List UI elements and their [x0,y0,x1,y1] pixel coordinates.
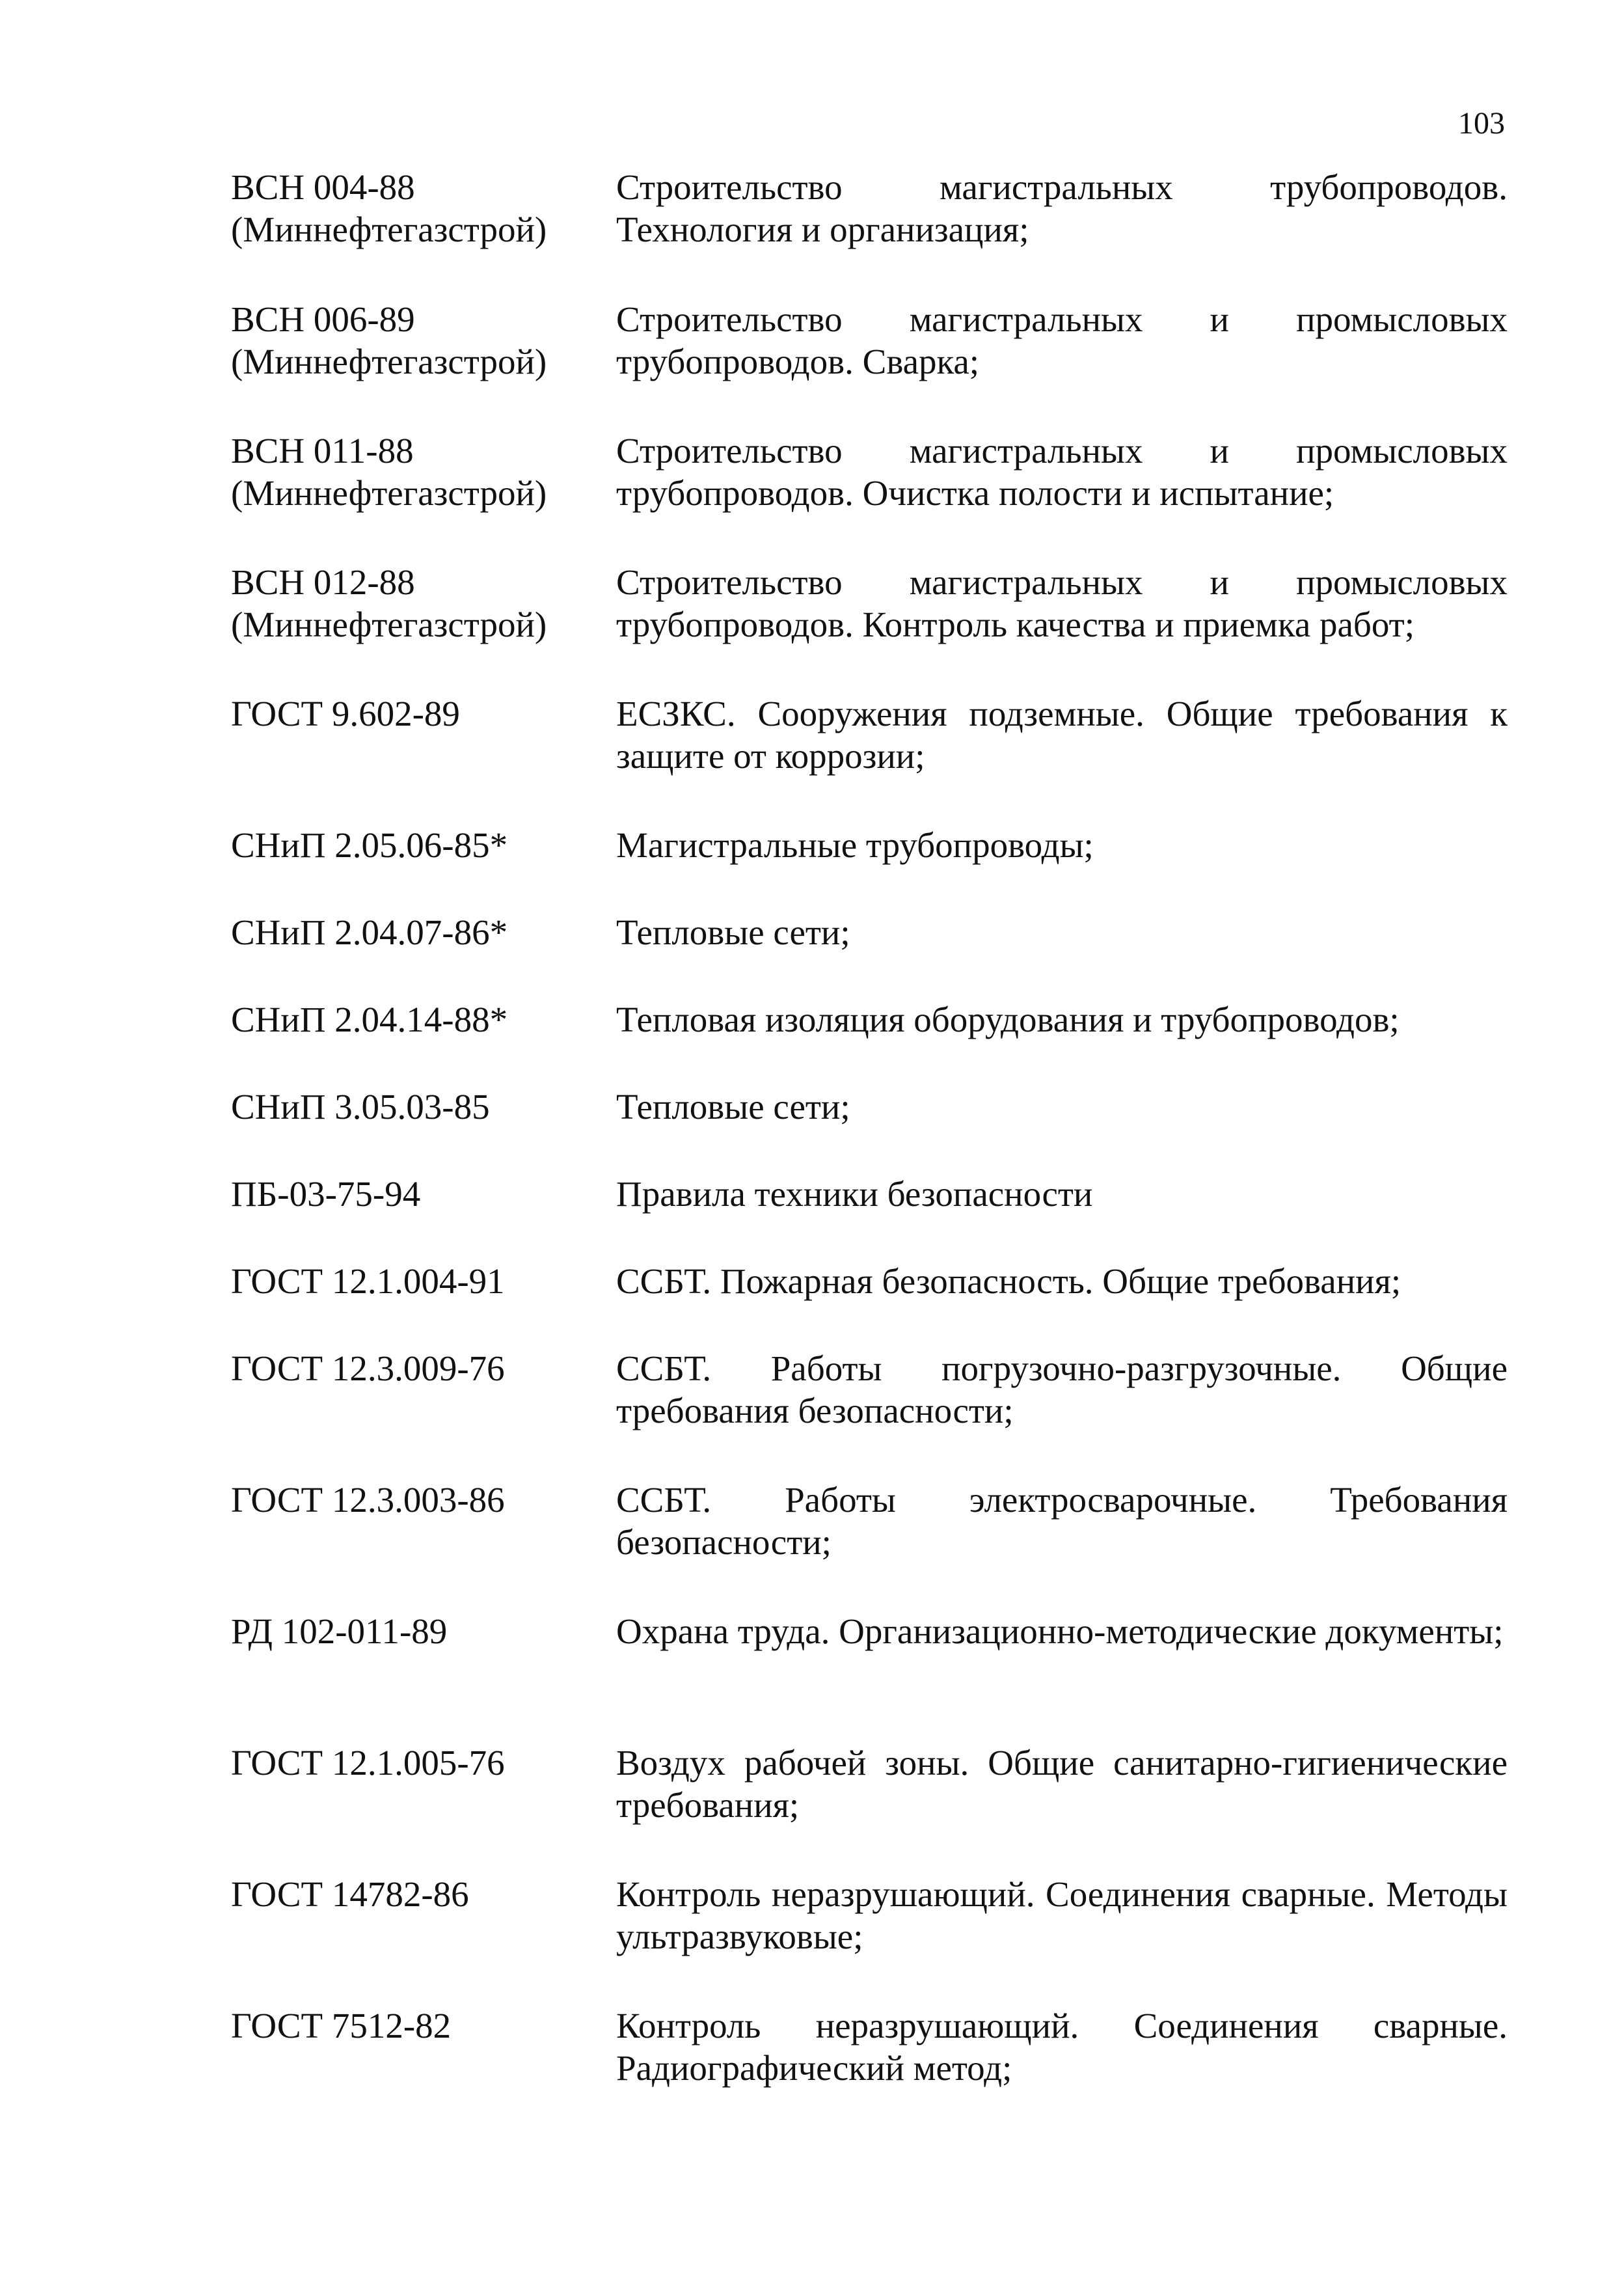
document-title: Тепловые сети; [616,912,850,952]
document-title: Контроль неразрушающий. Соединения сварные. Радиографический метод; [616,2006,1508,2088]
document-title: ССБТ. Работы погрузочно-разгрузочные. Общие требования безопасности; [616,1348,1508,1430]
document-code [231,166,615,251]
document-title: Тепловая изоляция оборудования и трубопроводов; [616,1000,1400,1039]
code-text: ГОСТ 7512-82 [231,2006,452,2045]
code-text: ГОСТ 12.3.009-76 [231,1348,505,1388]
code-text: ВСН 012-88 [231,562,415,602]
code-text: ГОСТ 14782-86 [231,1874,469,1914]
code-text: СНиП 3.05.03-85 [231,1087,490,1127]
document-code [231,430,615,514]
document-code [231,692,615,735]
code-text: ВСН 004-88 [231,167,415,207]
document-title: Строительство магистральных и промысловых трубопроводов. Очистка полости и испытание; [616,431,1508,513]
org-text: (Миннефтегазстрой) [231,342,547,381]
code-text: СНиП 2.05.06-85* [231,825,508,865]
document-title: ССБТ. Пожарная безопасность. Общие требования; [616,1261,1401,1301]
page-number: 103 [1458,106,1505,141]
document-title: ЕСЗКС. Сооружения подземные. Общие требования к защите от коррозии; [616,694,1508,776]
document-title: Строительство магистральных трубопроводов. Технология и организация; [616,167,1508,249]
code-text: ВСН 011-88 [231,431,414,471]
document-code [231,1260,615,1302]
document-code [231,1742,615,1784]
org-text: (Миннефтегазстрой) [231,210,547,249]
document-code [231,1173,615,1215]
document-title: Тепловые сети; [616,1087,850,1127]
document-code [231,911,615,953]
document-code [231,1347,615,1389]
document-code [231,824,615,866]
code-text: СНиП 2.04.07-86* [231,912,508,952]
code-text: СНиП 2.04.14-88* [231,1000,508,1039]
document-title: Строительство магистральных и промысловых трубопроводов. Контроль качества и приемка работ; [616,562,1508,644]
org-text: (Миннефтегазстрой) [231,473,547,513]
document-title: Контроль неразрушающий. Соединения сварные. Методы ультразвуковые; [616,1874,1508,1956]
code-text: ПБ-03-75-94 [231,1174,421,1214]
code-text: ГОСТ 12.3.003-86 [231,1480,505,1520]
code-text: ГОСТ 12.1.004-91 [231,1261,505,1301]
document-code [231,998,615,1041]
document-code [231,2004,615,2047]
code-text: ГОСТ 9.602-89 [231,694,460,733]
document-code [231,561,615,646]
document-title: Охрана труда. Организационно-методические документы; [616,1611,1504,1651]
document-code [231,1610,615,1652]
document-code [231,1479,615,1521]
document-title: Правила техники безопасности [616,1174,1093,1214]
document-title: ССБТ. Работы электросварочные. Требования безопасности; [616,1480,1508,1562]
code-text: ГОСТ 12.1.005-76 [231,1743,505,1783]
code-text: ВСН 006-89 [231,299,415,339]
document-title: Магистральные трубопроводы; [616,825,1094,865]
document-code [231,1873,615,1915]
document-code [231,1086,615,1128]
document-title: Строительство магистральных и промысловых трубопроводов. Сварка; [616,299,1508,381]
document-title: Воздух рабочей зоны. Общие санитарно-гигиенические требования; [616,1743,1508,1825]
org-text: (Миннефтегазстрой) [231,605,547,644]
code-text: РД 102-011-89 [231,1611,448,1651]
document-code [231,298,615,383]
